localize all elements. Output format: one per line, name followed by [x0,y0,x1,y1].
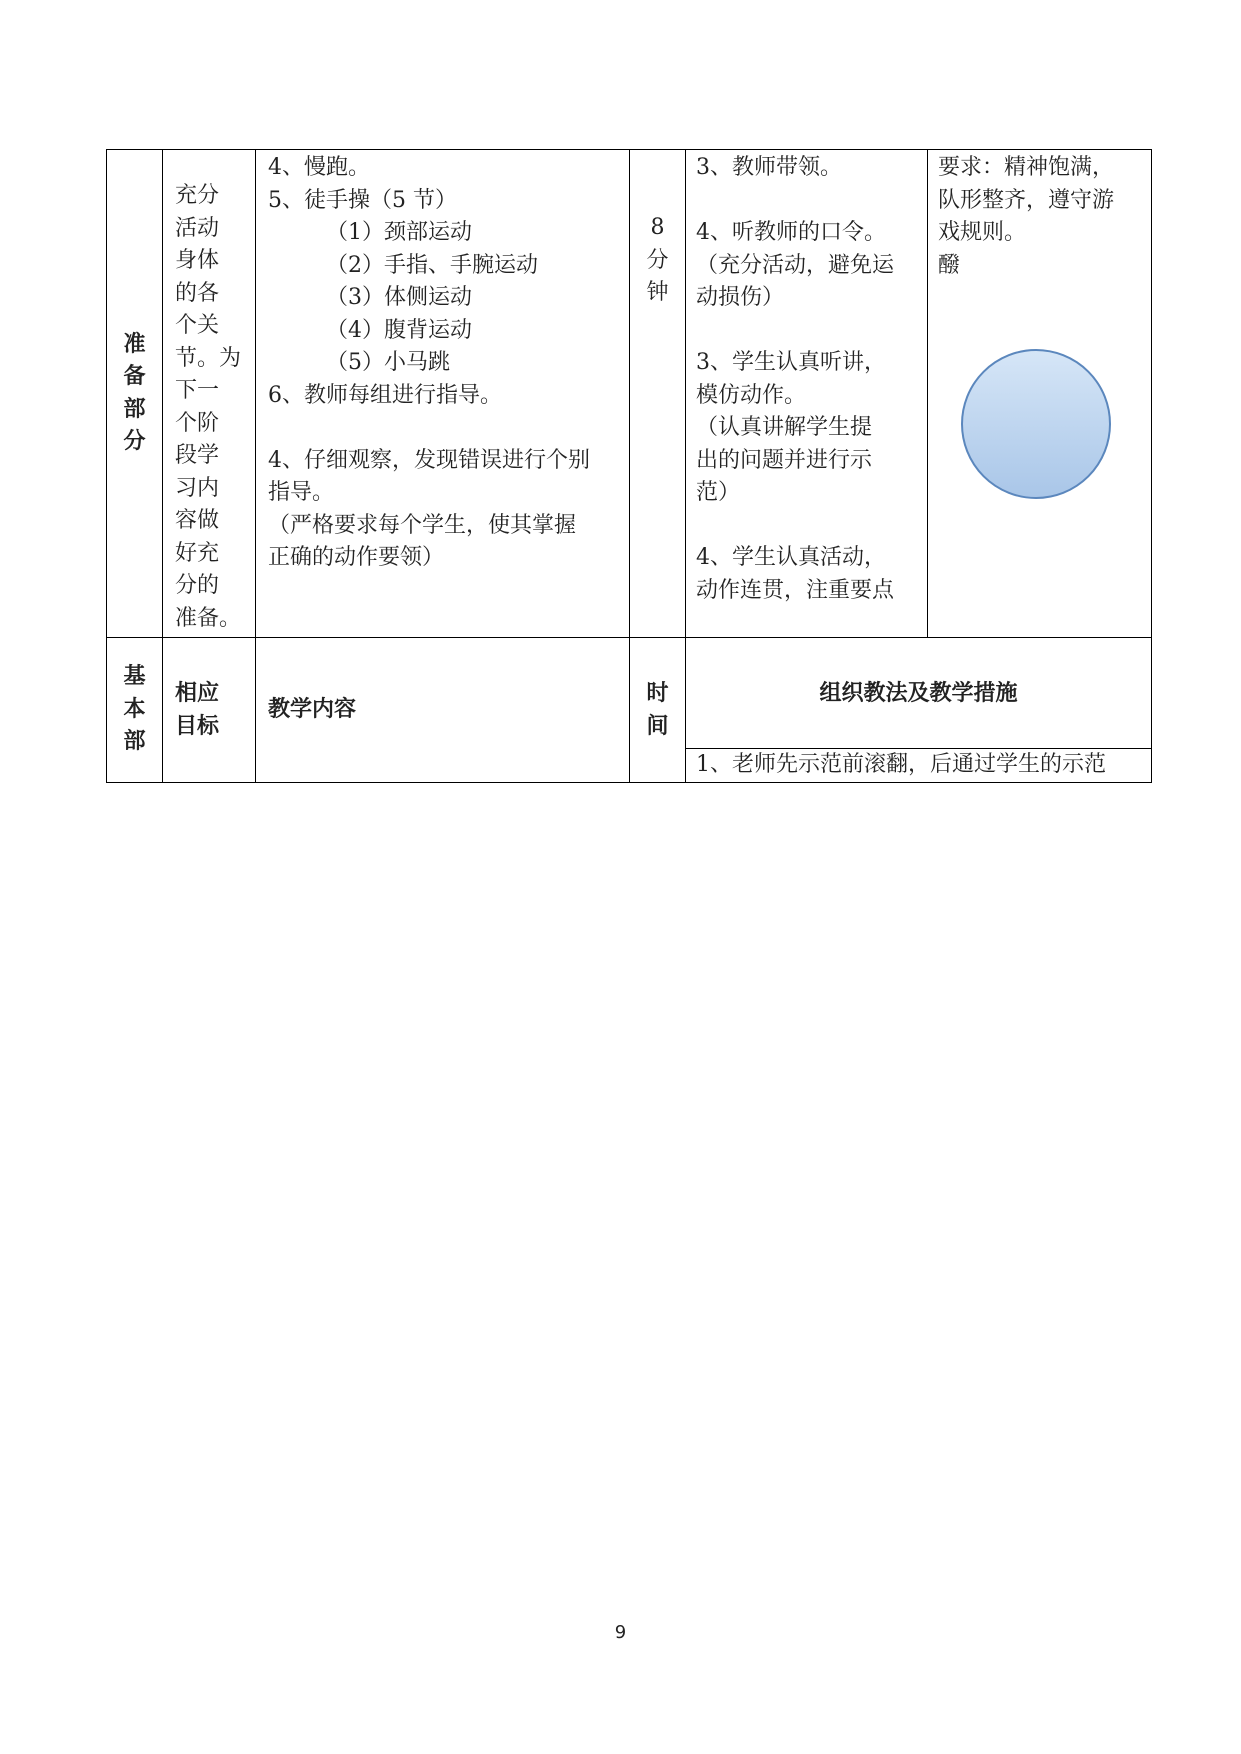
organization-first-line-cell [686,749,1152,783]
time-char: 钟 [646,280,669,305]
org-line: 范） [696,480,741,505]
prep-organization-cell [686,150,928,638]
org-line: 出的问题并进行示 [696,447,873,473]
goal-header-cell [163,638,256,783]
content-header-cell [256,638,630,783]
content-header-text: 教学内容 [268,697,357,722]
content-line [268,412,623,445]
goal-line: 个关 [175,313,220,338]
goal-line: 下一 [175,378,220,403]
goal-line: 容做 [175,508,220,533]
org-line [696,510,921,543]
org-line [696,185,921,218]
org-line: 模仿动作。 [696,382,807,408]
basic-section-header-row [107,638,1152,749]
prep-label-char: 部 [123,396,146,422]
note-line: 队形整齐，遵守游 [938,187,1115,213]
goal-line: 活动 [175,215,220,241]
goal-line: 分的 [175,573,220,598]
org-line: （充分活动，避免运 [696,252,895,278]
goal-header-line: 相应 [175,681,220,706]
org-line: 4、听教师的口令。 [696,220,886,245]
content-line: 6、教师每组进行指导。 [268,382,502,408]
prep-label-char: 备 [123,364,146,389]
goal-line: 的各 [175,280,220,306]
goal-header-line: 目标 [175,713,220,739]
content-line: （4）腹背运动 [326,317,472,343]
basic-section-label [107,638,163,783]
content-line: 5、徒手操（5 节） [268,187,457,213]
org-line: 3、教师带领。 [696,155,842,180]
prep-note-cell [928,150,1152,638]
goal-line: 个阶 [175,410,220,436]
org-line: 动作连贯，注重要点 [696,577,895,603]
goal-line: 准备。 [175,605,242,631]
basic-label-char: 基 [123,664,146,689]
content-line: 指导。 [268,480,335,505]
content-line: 正确的动作要领） [268,545,445,570]
time-header-cell [630,638,686,783]
goal-line: 习内 [175,475,220,501]
formation-circle-diagram [960,348,1112,500]
page-number: 9 [614,1622,627,1643]
time-char: 8 [650,215,665,240]
goal-line: 充分 [175,183,220,208]
basic-label-char: 部 [123,729,146,754]
org-line: 3、学生认真听讲， [696,350,886,375]
note-line: 醱 [938,252,961,278]
organization-first-line: 1、老师先示范前滚翻，后通过学生的示范 [696,752,1106,777]
prep-time-cell [630,150,686,638]
organization-header-text: 组织教法及教学措施 [819,681,1018,706]
prep-section-row [107,150,1152,638]
circle-shape [960,348,1112,500]
org-line: 动损伤） [696,285,785,310]
prep-label-char: 准 [123,331,146,357]
goal-line: 身体 [175,248,220,273]
basic-label-char: 本 [123,696,146,722]
organization-header-cell [686,638,1152,749]
content-line: （2）手指、手腕运动 [326,252,538,278]
note-line: 要求：精神饱满， [938,155,1115,180]
prep-goal-cell [163,150,256,638]
content-line: （1）颈部运动 [326,220,472,245]
content-line: （3）体侧运动 [326,285,472,310]
content-line: 4、慢跑。 [268,155,370,180]
org-line: 4、学生认真活动， [696,545,886,570]
prep-content-cell [256,150,630,638]
goal-line: 好充 [175,540,220,566]
prep-label-char: 分 [123,429,146,454]
time-header-char: 时 [646,681,669,706]
org-line [696,315,921,348]
note-line: 戏规则。 [938,220,1027,245]
goal-line: 段学 [175,443,220,468]
time-char: 分 [646,247,669,273]
lesson-plan-table [106,149,1152,783]
content-line: 4、仔细观察，发现错误进行个别 [268,447,590,473]
prep-section-label [107,150,163,638]
org-line: （认真讲解学生提 [696,415,873,440]
content-line: （5）小马跳 [326,350,450,375]
goal-line: 节。为 [175,345,242,371]
content-line: （严格要求每个学生，使其掌握 [268,512,577,538]
time-header-char: 间 [646,713,669,739]
